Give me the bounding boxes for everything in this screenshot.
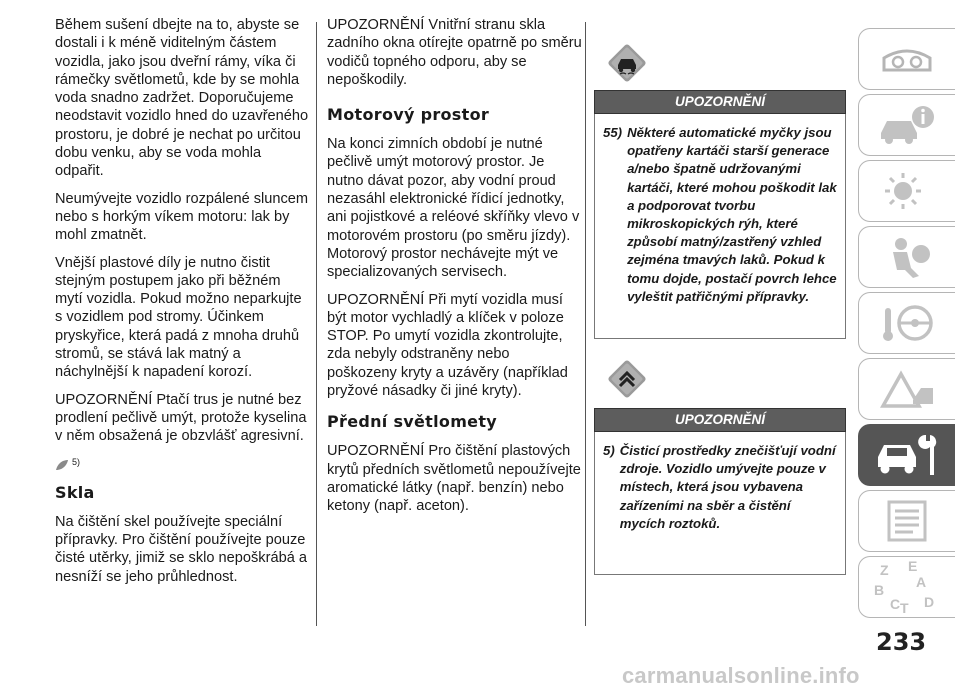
column-divider (316, 22, 317, 626)
warning-lights-icon (879, 169, 935, 213)
paragraph: UPOZORNĚNÍ Při mytí vozidla musí být motor vychladlý a klíček v poloze STOP. Po umytí vozidla zkontrolujte, zda nebyly odstraněny nebo poškozeny kryty a uzávěry (například pryžové násadky či jiné kryty). (327, 291, 568, 400)
section-heading: Motorový prostor (327, 105, 490, 125)
index-letter: Z (880, 562, 889, 578)
warning-header: UPOZORNĚNÍ (594, 90, 846, 114)
tab-warning-lights[interactable] (858, 160, 955, 222)
text-column-2 (327, 16, 582, 525)
warning-number: 55) (603, 125, 623, 140)
index-letter: A (916, 574, 927, 590)
environment-reference (55, 453, 310, 471)
index-letter: E (908, 559, 918, 574)
tab-emergency[interactable] (858, 358, 955, 420)
index-letter: B (874, 582, 885, 598)
warning-text: Některé automatické myčky jsou opatřeny kartáči starší generace a/nebo špatně udržovanými kartáči, které mohou poškodit lak a podporovat tvorbu mikroskopických rýh, které způsobí matný/zastřený vzhled zejména tmavých laků. Pokud k tomu dojde, postačí povrch lehce vyleštit patřičnými přípravky. (627, 125, 837, 304)
environment-warning-icon (604, 356, 650, 407)
warning-body (594, 114, 846, 339)
warning-header: UPOZORNĚNÍ (594, 408, 846, 432)
index-letter: C (890, 596, 901, 612)
car-skid-warning-icon (604, 40, 650, 91)
paragraph: Na konci zimních období je nutné pečlivě umýt motorový prostor. Je nutno dávat pozor, aby vodní proud nezasáhl elektronické řídicí jednotky, ani pojistkové a reléové skříňky vlevo v motorovém prostoru (po směru jízdy). Motorový prostor nechávejte mýt ve specializovaných servisech. (327, 136, 580, 281)
page-number: 233 (876, 628, 927, 656)
tab-index[interactable] (858, 556, 955, 618)
specs-list-icon (879, 498, 935, 544)
paragraph: UPOZORNĚNÍ Ptačí trus je nutné bez prodlení pečlivě umýt, protože kyselina v něm obsažená je obzvlášť agresivní. (55, 391, 307, 445)
tab-info[interactable] (858, 94, 955, 156)
car-info-icon (877, 103, 937, 147)
paragraph: UPOZORNĚNÍ Pro čištění plastových krytů předních světlometů nepoužívejte aromatické látky (např. benzín) nebo ketony (např. aceton). (327, 443, 581, 515)
warning-text: Čisticí prostředky znečišťují vodní zdroje. Vozidlo umývejte pouze v místech, která jsou vybavena zařízeními na sběr a čistění mycích roztoků. (619, 443, 836, 531)
tab-dashboard[interactable] (858, 28, 955, 90)
warning-number: 5) (603, 443, 615, 458)
watermark: carmanualsonline.info (622, 663, 860, 688)
leaf-icon (55, 459, 69, 471)
warning-triangle-icon (877, 366, 937, 412)
tab-maintenance[interactable] (858, 424, 955, 486)
alphabet-index-icon (872, 559, 942, 615)
warning-box (594, 90, 846, 339)
tab-technical-data[interactable] (858, 490, 955, 552)
car-dashboard-icon (878, 38, 936, 80)
paragraph: Na čištění skel používejte speciální přípravky. Pro čištění používejte pouze čisté utěrky, jimiž se sklo nepoškrábá a nesníží se jeho průhlednost. (55, 513, 307, 585)
paragraph: Neumývejte vozidlo rozpálené sluncem nebo s horkým víkem motoru: lak by mohl zmatnět. (55, 190, 309, 244)
paragraph: Vnější plastové díly je nutno čistit stejným postupem jako při běžném mytí vozidla. Pokud možno neparkujte s vozidlem pod stromy. Účinkem pryskyřice, která padá z mnoha druhů stromů, se stává lak matný a náchylnější k napadení korozí. (55, 254, 302, 381)
airbag-icon (879, 234, 935, 280)
tab-starting-driving[interactable] (858, 292, 955, 354)
index-letter: T (900, 600, 909, 615)
paragraph: Během sušení dbejte na to, abyste se dostali i k méně viditelným částem vozidla, jako jsou dveřní rámy, víka či rámečky světlometů, kde by se mohla voda snadno zadržet. Doporučujeme neodstavit vozidlo hned do uzavřeného prostoru, je dobré je nechat po určitou dobu venku, aby se voda mohla odpařit. (55, 17, 309, 180)
tab-safety[interactable] (858, 226, 955, 288)
text-column-1 (55, 16, 310, 595)
column-divider (585, 22, 586, 626)
section-heading: Přední světlomety (327, 412, 497, 432)
index-letter: D (924, 594, 935, 610)
warning-box (594, 408, 846, 575)
car-maintenance-icon (874, 431, 940, 479)
section-heading: Skla (55, 482, 95, 502)
steering-wheel-icon (877, 300, 937, 346)
reference-number: 5) (72, 456, 81, 467)
warning-body (594, 432, 846, 575)
paragraph: UPOZORNĚNÍ Vnitřní stranu skla zadního okna otírejte opatrně po směru vodičů topného odporu, aby se nepoškodily. (327, 17, 582, 88)
